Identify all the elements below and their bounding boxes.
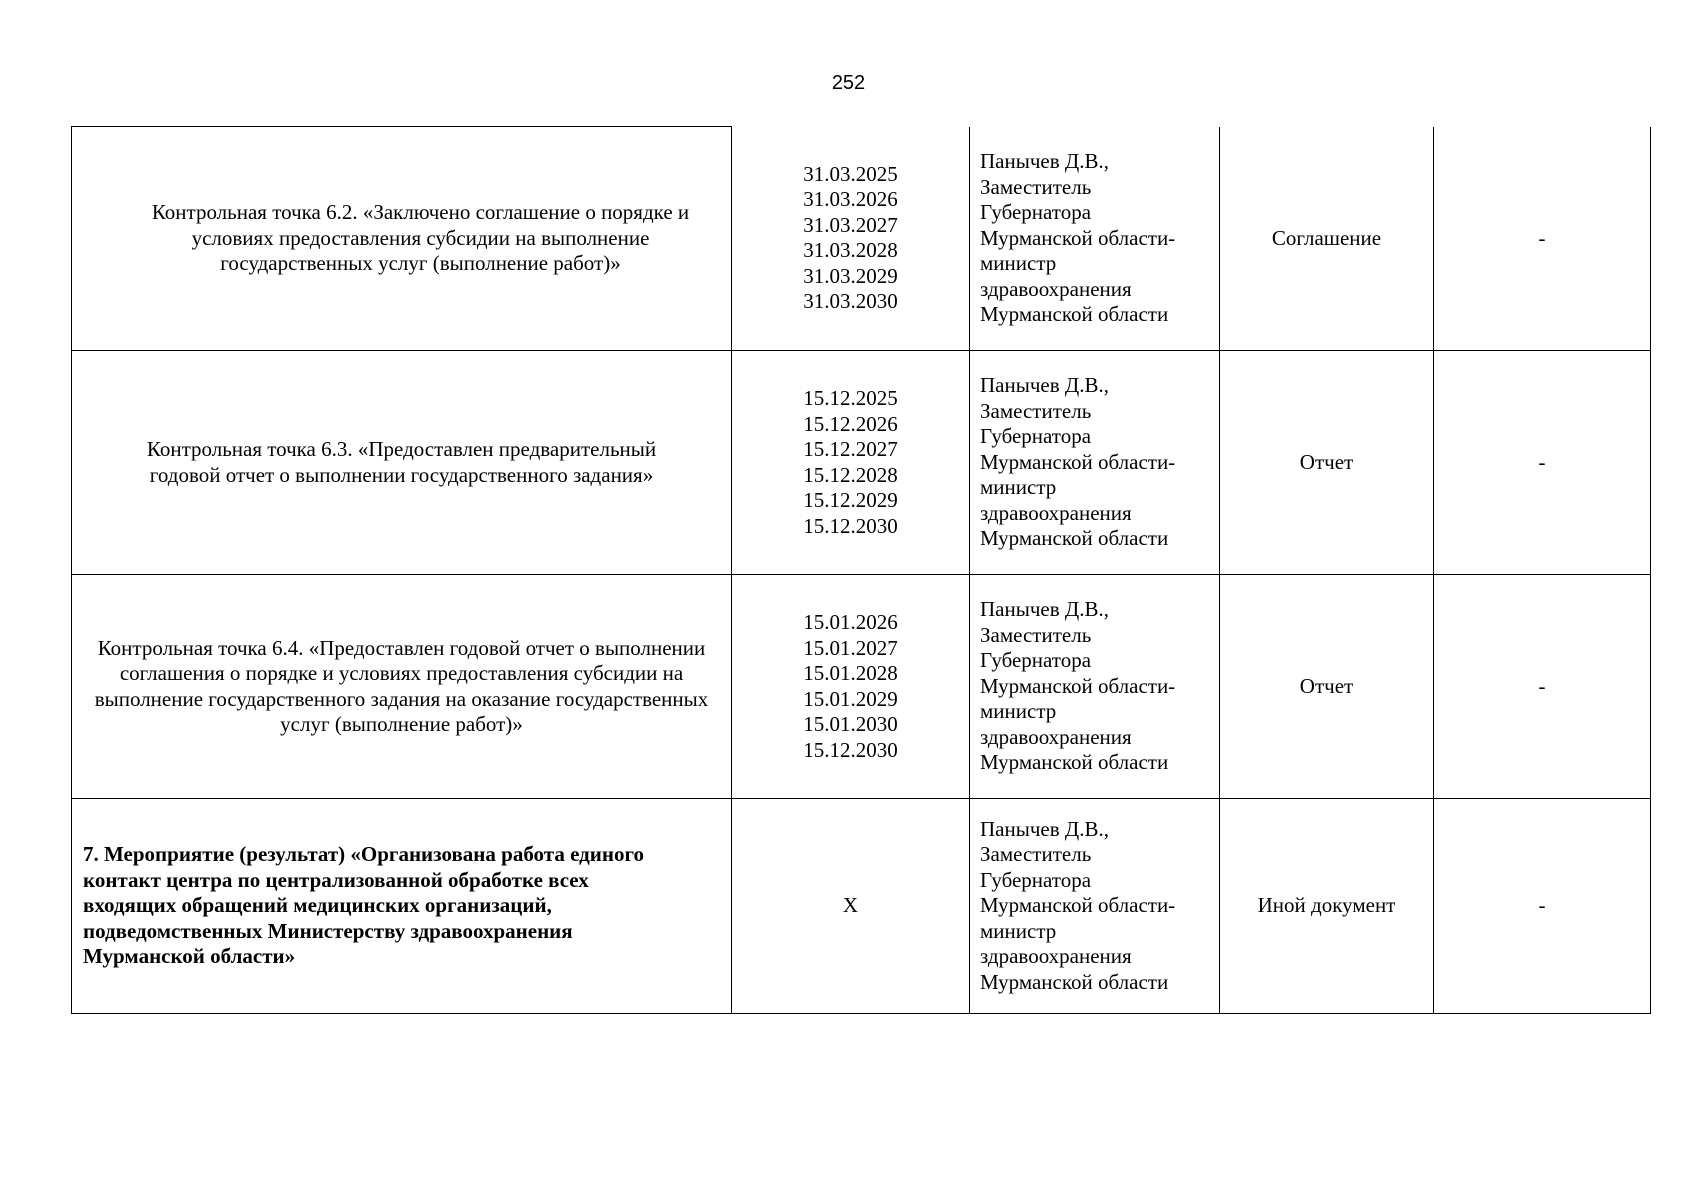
date-value: 15.12.2025 xyxy=(803,386,898,410)
note-cell: - xyxy=(1434,351,1651,575)
description-cell: Контрольная точка 6.4. «Предоставлен годовой отчет о выполнении соглашения о порядке и условиях предоставления субсидии на выполнение государственного задания на оказание государственных услуг (выполнение работ)» xyxy=(72,575,732,799)
responsible-line: здравоохранения xyxy=(980,276,1132,301)
responsible-line: Панычев Д.В., xyxy=(980,816,1109,841)
document-type-cell: Отчет xyxy=(1220,351,1434,575)
responsible-line: Заместитель xyxy=(980,174,1092,199)
responsible-line: Заместитель xyxy=(980,398,1092,423)
responsible-line: Губернатора xyxy=(980,867,1092,892)
responsible-line: Заместитель xyxy=(980,842,1092,867)
date-value: 15.01.2028 xyxy=(803,661,898,685)
date-value: 31.03.2025 xyxy=(803,161,898,186)
date-value: 15.01.2026 xyxy=(803,610,898,634)
document-type-cell: Отчет xyxy=(1220,575,1434,799)
document-type-cell: Соглашение xyxy=(1220,127,1434,351)
date-value: 15.12.2030 xyxy=(803,737,898,762)
responsible-line: здравоохранения xyxy=(980,944,1132,969)
responsible-line: здравоохранения xyxy=(980,724,1132,749)
note-cell: - xyxy=(1434,799,1651,1014)
dates-cell xyxy=(732,351,970,575)
responsible-line: Заместитель xyxy=(980,622,1092,647)
responsible-line: Мурманской области xyxy=(980,302,1169,326)
responsible-line: Мурманской области xyxy=(980,969,1169,994)
responsible-cell xyxy=(970,575,1220,799)
date-value: 31.03.2027 xyxy=(803,212,898,237)
date-value: 15.01.2030 xyxy=(803,712,898,736)
note-cell: - xyxy=(1434,127,1651,351)
date-value: 31.03.2026 xyxy=(803,187,898,212)
date-value: 15.12.2026 xyxy=(803,411,898,436)
responsible-line: Мурманской области- xyxy=(980,449,1176,474)
date-value: 15.12.2028 xyxy=(803,462,898,487)
table-row xyxy=(72,351,1651,575)
responsible-line: министр xyxy=(980,251,1057,275)
control-points-table xyxy=(71,126,1651,1014)
responsible-line: Губернатора xyxy=(980,648,1092,673)
table-row xyxy=(72,799,1651,1014)
date-value: 15.12.2029 xyxy=(803,488,898,512)
responsible-cell xyxy=(970,799,1220,1014)
responsible-line: Мурманской области- xyxy=(980,673,1176,698)
dates-cell xyxy=(732,575,970,799)
responsible-line: Панычев Д.В., xyxy=(980,149,1109,173)
responsible-cell xyxy=(970,127,1220,351)
note-cell: - xyxy=(1434,575,1651,799)
responsible-line: министр xyxy=(980,475,1057,500)
date-value: 15.12.2030 xyxy=(803,513,898,538)
document-type-cell: Иной документ xyxy=(1220,799,1434,1014)
responsible-line: Мурманской области- xyxy=(980,225,1176,250)
page-number: 252 xyxy=(831,72,866,94)
responsible-line: Губернатора xyxy=(980,200,1092,224)
responsible-cell xyxy=(970,351,1220,575)
responsible-line: Панычев Д.В., xyxy=(980,597,1109,622)
dates-cell xyxy=(732,127,970,351)
table-row xyxy=(72,127,1651,351)
table-row xyxy=(72,575,1651,799)
description-cell: 7. Мероприятие (результат) «Организована работа единого контакт центра по централизованной обработке всех входящих обращений медицинских организаций, подведомственных Министерству здравоохранения Мурманской области» xyxy=(72,799,732,1014)
date-value: Х xyxy=(842,893,859,918)
dates-cell xyxy=(732,799,970,1014)
date-value: 31.03.2028 xyxy=(803,238,898,263)
date-value: 31.03.2029 xyxy=(803,263,898,288)
date-value: 15.12.2027 xyxy=(803,437,898,461)
description-cell: Контрольная точка 6.2. «Заключено соглашение о порядке и условиях предоставления субсидии на выполнение государственных услуг (выполнение работ)» xyxy=(72,127,732,351)
responsible-line: министр xyxy=(980,918,1057,943)
date-value: 15.01.2027 xyxy=(803,635,898,660)
responsible-line: Мурманской области xyxy=(980,750,1169,775)
responsible-line: Мурманской области xyxy=(980,526,1169,551)
responsible-line: здравоохранения xyxy=(980,500,1132,525)
date-value: 15.01.2029 xyxy=(803,686,898,711)
responsible-line: Панычев Д.В., xyxy=(980,373,1109,398)
responsible-line: Мурманской области- xyxy=(980,893,1176,918)
description-cell: Контрольная точка 6.3. «Предоставлен предварительный годовой отчет о выполнении государственного задания» xyxy=(72,351,732,575)
responsible-line: Губернатора xyxy=(980,424,1092,449)
date-value: 31.03.2030 xyxy=(803,289,898,314)
responsible-line: министр xyxy=(980,699,1057,724)
